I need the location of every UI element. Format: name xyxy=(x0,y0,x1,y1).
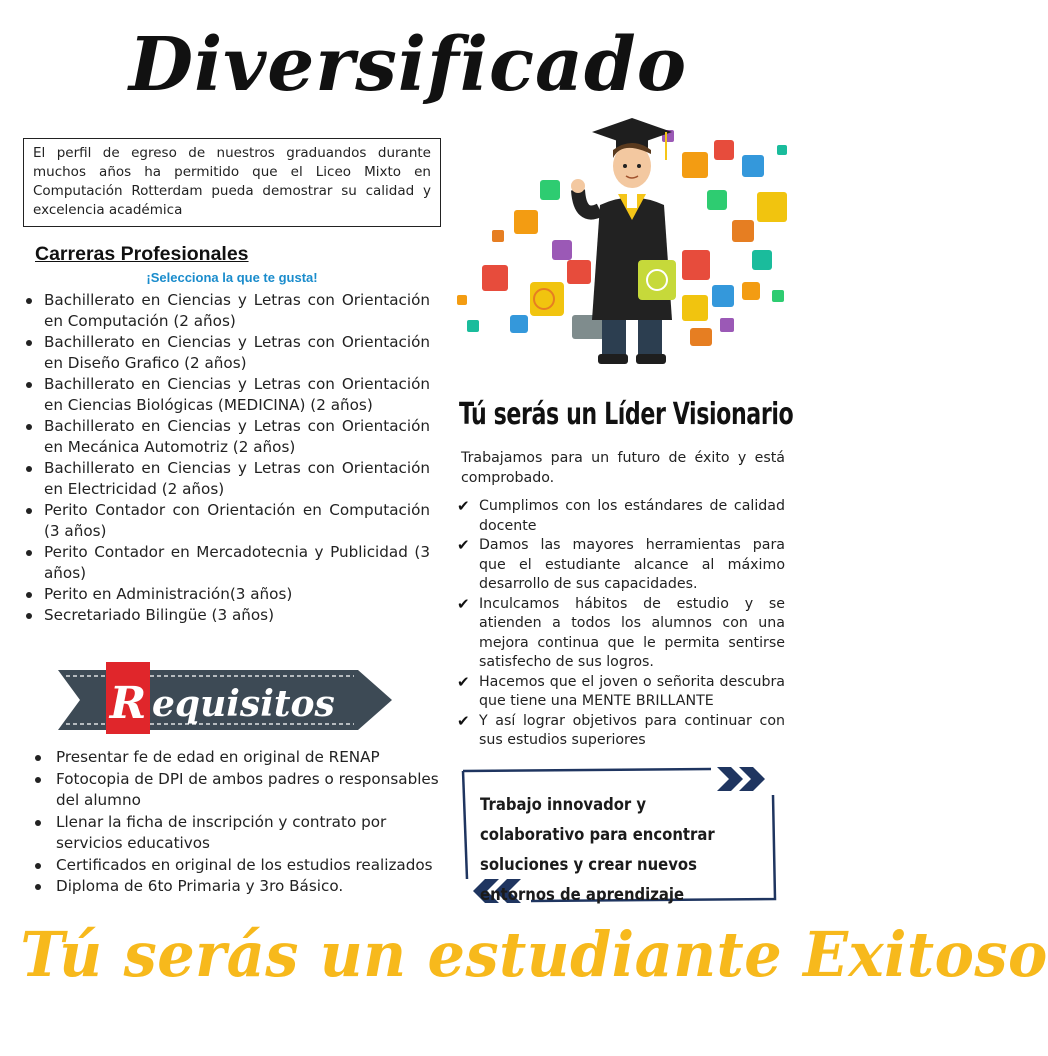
list-item: ✔ Cumplimos con los estándares de calidad docente xyxy=(457,497,785,534)
banner-text: equisitos xyxy=(152,683,335,725)
checkmark-icon: ✔ xyxy=(457,536,470,554)
careers-heading: Carreras Profesionales xyxy=(35,243,249,265)
list-item: ✔ Damos las mayores herramientas para que el estudiante alcance al máximo desarrollo de sus capacidades. xyxy=(457,536,785,592)
requirements-list xyxy=(32,747,442,898)
footer-slogan: Tú serás un estudiante Exitoso xyxy=(20,918,1048,991)
banner-letter: R xyxy=(109,678,147,729)
intro-box xyxy=(23,138,441,227)
list-item: Bachillerato en Ciencias y Letras con Orientación en Mecánica Automotriz (2 años) xyxy=(20,416,430,458)
leader-heading: Tú serás un Líder Visionario xyxy=(459,397,794,432)
list-item: ✔ Inculcamos hábitos de estudio y se atienden a todos los alumnos con una mejora continua que le permita sentirse satisfecho de sus logros. xyxy=(457,594,785,670)
careers-list xyxy=(20,290,430,626)
careers-subheading: ¡Selecciona la que te gusta! xyxy=(146,270,318,285)
list-item: Perito en Administración(3 años) xyxy=(20,584,430,605)
list-item: Presentar fe de edad en original de RENAP xyxy=(32,747,442,769)
list-item: Fotocopia de DPI de ambos padres o responsables del alumno xyxy=(32,769,442,812)
list-item: Perito Contador con Orientación en Computación (3 años) xyxy=(20,500,430,542)
quote-text: Trabajo innovador y colaborativo para encontrar soluciones y crear nuevos entornos de aprendizaje xyxy=(480,795,715,904)
list-item: Perito Contador en Mercadotecnia y Publicidad (3 años) xyxy=(20,542,430,584)
leader-intro: Trabajamos para un futuro de éxito y está comprobado. xyxy=(461,450,785,486)
checkmark-icon: ✔ xyxy=(457,594,470,613)
checkmark-icon: ✔ xyxy=(457,711,470,730)
list-item: ✔ Y así lograr objetivos para continuar con sus estudios superiores xyxy=(457,711,785,748)
checkmark-icon: ✔ xyxy=(457,497,470,515)
list-item: Bachillerato en Ciencias y Letras con Orientación en Ciencias Biológicas (MEDICINA) (2 años) xyxy=(20,374,430,416)
list-item: Bachillerato en Ciencias y Letras con Orientación en Computación (2 años) xyxy=(20,290,430,332)
benefits-list xyxy=(457,497,785,751)
list-item: Certificados en original de los estudios realizados xyxy=(32,855,442,877)
list-item: Secretariado Bilingüe (3 años) xyxy=(20,605,430,626)
list-item: ✔ Hacemos que el joven o señorita descubra que tiene una MENTE BRILLANTE xyxy=(457,672,785,709)
graduate-illustration xyxy=(452,110,797,370)
intro-text: El perfil de egreso de nuestros graduandos durante muchos años ha permitido que el Liceo Mixto en Computación Rotterdam pueda demostrar su calidad y excelencia académica xyxy=(33,145,431,218)
checkmark-icon: ✔ xyxy=(457,672,470,691)
requisitos-banner xyxy=(58,662,393,734)
list-item: Llenar la ficha de inscripción y contrato por servicios educativos xyxy=(32,812,442,855)
page-title: Diversificado xyxy=(128,22,688,108)
list-item: Bachillerato en Ciencias y Letras con Orientación en Electricidad (2 años) xyxy=(20,458,430,500)
list-item: Bachillerato en Ciencias y Letras con Orientación en Diseño Grafico (2 años) xyxy=(20,332,430,374)
list-item: Diploma de 6to Primaria y 3ro Básico. xyxy=(32,876,442,898)
